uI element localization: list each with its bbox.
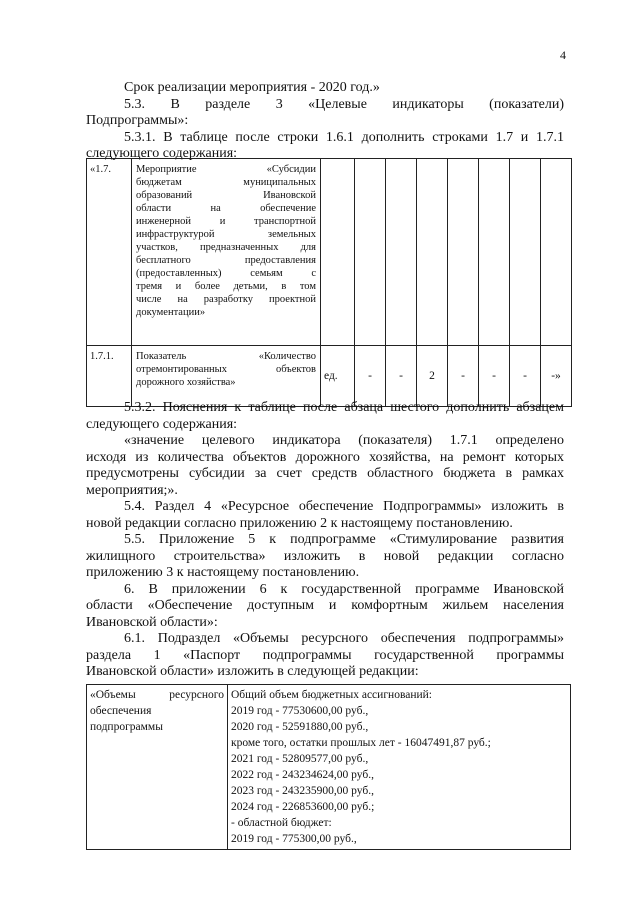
- desc-line: образований Ивановской: [136, 190, 316, 201]
- desc-line: бесплатного предоставления: [136, 255, 316, 266]
- row-description: [132, 346, 321, 407]
- table-cell: [386, 159, 417, 346]
- body-line: приложению 3 к настоящему постановлению.: [86, 565, 360, 580]
- desc-line: Показатель «Количество: [136, 351, 316, 362]
- value-line: 2020 год - 52591880,00 руб.,: [231, 721, 369, 733]
- value-cell: -: [448, 346, 479, 407]
- table-cell: [321, 159, 355, 346]
- label-line: подпрограммы: [90, 721, 163, 733]
- body-line: исходя из количества объектов дорожного хозяйства, на ремонт которых: [86, 449, 564, 465]
- resource-values-cell: [228, 685, 571, 850]
- body-line: 5.4. Раздел 4 «Ресурсное обеспечение Подпрограммы» изложить в: [124, 499, 564, 514]
- value-cell: -: [479, 346, 510, 407]
- table-cell: [510, 159, 541, 346]
- label-line: «Объемы ресурсного: [90, 689, 224, 701]
- desc-line: участков, предназначенных для: [136, 242, 316, 253]
- table-row: [87, 346, 572, 407]
- row-number: «1.7.: [87, 159, 132, 346]
- value-cell: -: [510, 346, 541, 407]
- table-row: [87, 159, 572, 346]
- value-line: 2019 год - 775300,00 руб.,: [231, 833, 357, 845]
- desc-line: отремонтированных объектов: [136, 364, 316, 375]
- label-line: обеспечения: [90, 705, 152, 717]
- value-line: 2021 год - 52809577,00 руб.,: [231, 753, 369, 765]
- desc-line: тремя и более детьми, в том: [136, 281, 316, 292]
- value-line: - областной бюджет:: [231, 817, 332, 829]
- table-cell: [355, 159, 386, 346]
- body-line: раздела 1 «Паспорт подпрограммы государственной программы: [86, 647, 564, 663]
- value-line: 2023 год - 243235900,00 руб.,: [231, 785, 374, 797]
- body-line: мероприятия;».: [86, 482, 178, 498]
- body-line: новой редакции согласно приложению 2 к настоящему постановлению.: [86, 515, 513, 531]
- value-cell: -: [386, 346, 417, 407]
- desc-line: бюджетам муниципальных: [136, 177, 316, 188]
- body-line: «значение целевого индикатора (показателя) 1.7.1 определено: [124, 433, 564, 448]
- value-cell: -»: [541, 346, 572, 407]
- value-cell: -: [355, 346, 386, 407]
- desc-line: инженерной и транспортной: [136, 216, 316, 227]
- body-line: предусмотрены субсидии за счет средств областного бюджета в рамках: [86, 466, 564, 481]
- page-number: 4: [560, 48, 566, 62]
- intro-line: следующего содержания:: [86, 146, 238, 161]
- desc-line: Мероприятие «Субсидии: [136, 164, 316, 175]
- table-row: [87, 685, 571, 850]
- indicators-table: [86, 158, 572, 407]
- value-cell: 2: [417, 346, 448, 407]
- body-line: жилищного строительства» изложить в новой редакции согласно: [86, 548, 564, 564]
- body-line: 5.5. Приложение 5 к подпрограмме «Стимулирование развития: [124, 532, 564, 547]
- value-line: 2022 год - 243234624,00 руб.,: [231, 769, 374, 781]
- unit-cell: ед.: [321, 346, 355, 407]
- intro-line: 5.3. В разделе 3 «Целевые индикаторы (показатели): [124, 96, 564, 112]
- intro-block: [86, 80, 564, 163]
- value-line: кроме того, остатки прошлых лет - 16047491,87 руб.;: [231, 737, 491, 749]
- desc-line: числе на разработку проектной: [136, 294, 316, 305]
- body-line: следующего содержания:: [86, 416, 238, 432]
- intro-line: Срок реализации мероприятия - 2020 год.»: [124, 80, 380, 95]
- desc-line: (предоставленных) семьям с: [136, 268, 316, 279]
- body-line: 6. В приложении 6 к государственной программе Ивановской: [124, 581, 564, 597]
- body-line: области «Обеспечение доступным и комфортным жильем населения: [86, 598, 564, 613]
- intro-line: Подпрограммы»:: [86, 113, 189, 128]
- body-line: Ивановской области»:: [86, 614, 218, 630]
- desc-line: документации»: [136, 307, 206, 318]
- intro-line: 5.3.1. В таблице после строки 1.6.1 дополнить строками 1.7 и 1.7.1: [124, 129, 564, 145]
- table-cell: [541, 159, 572, 346]
- desc-line: инфраструктурой земельных: [136, 229, 316, 240]
- table-cell: [417, 159, 448, 346]
- value-line: Общий объем бюджетных ассигнований:: [231, 689, 432, 701]
- row-number: 1.7.1.: [87, 346, 132, 407]
- body-line: 6.1. Подраздел «Объемы ресурсного обеспечения подпрограммы»: [124, 631, 564, 646]
- table-cell: [448, 159, 479, 346]
- table-cell: [479, 159, 510, 346]
- resource-table: [86, 684, 571, 850]
- desc-line: области на обеспечение: [136, 203, 316, 214]
- value-line: 2024 год - 226853600,00 руб.;: [231, 801, 375, 813]
- desc-line: дорожного хозяйства»: [136, 377, 236, 388]
- row-description: [132, 159, 321, 346]
- body-line: Ивановской области» изложить в следующей редакции:: [86, 664, 419, 679]
- resource-label-cell: [87, 685, 228, 850]
- value-line: 2019 год - 77530600,00 руб.,: [231, 705, 369, 717]
- body-line: 5.3.2. Пояснения к таблице после абзаца шестого дополнить абзацем: [124, 400, 564, 415]
- body-block: [86, 400, 564, 681]
